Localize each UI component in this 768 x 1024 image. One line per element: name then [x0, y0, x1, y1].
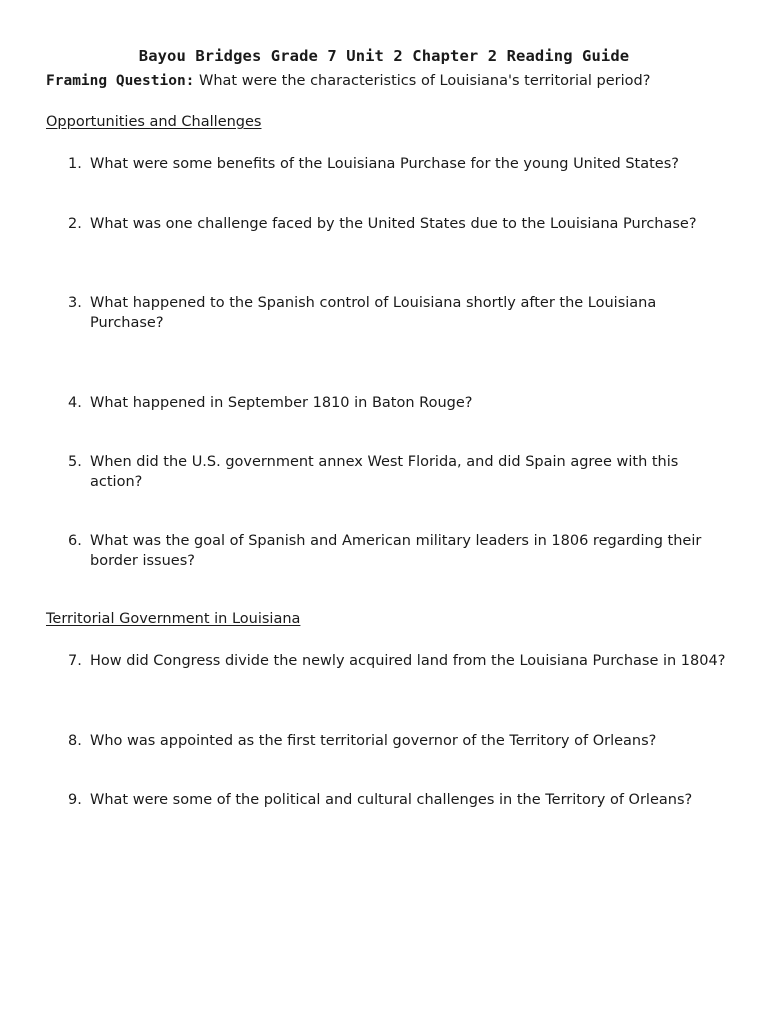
question-number: 7.: [68, 653, 82, 669]
question-item: [68, 393, 728, 413]
question-number: 9.: [68, 792, 82, 808]
question-text: Who was appointed as the first territorial governor of the Territory of Orleans?: [90, 733, 657, 749]
question-number: 5.: [68, 454, 82, 470]
question-item: [68, 154, 728, 174]
question-item: [68, 214, 728, 234]
question-text: When did the U.S. government annex West Florida, and did Spain agree with this action?: [90, 454, 679, 490]
question-number: 2.: [68, 216, 82, 232]
question-text: What was the goal of Spanish and American military leaders in 1806 regarding their border issues?: [90, 533, 702, 569]
question-item: [68, 531, 728, 571]
framing-question: [46, 73, 746, 89]
question-item: [68, 790, 728, 810]
question-number: 1.: [68, 156, 82, 172]
question-number: 4.: [68, 395, 82, 411]
question-text: How did Congress divide the newly acquired land from the Louisiana Purchase in 1804?: [90, 653, 726, 669]
question-number: 8.: [68, 733, 82, 749]
question-text: What was one challenge faced by the United States due to the Louisiana Purchase?: [90, 216, 697, 232]
question-item: [68, 293, 728, 333]
question-text: What were some of the political and cultural challenges in the Territory of Orleans?: [90, 792, 693, 808]
section-heading-opportunities: Opportunities and Challenges: [46, 114, 262, 130]
framing-question-text: What were the characteristics of Louisiana's territorial period?: [194, 73, 651, 89]
question-text: What happened to the Spanish control of Louisiana shortly after the Louisiana Purchase?: [90, 295, 657, 331]
question-item: [68, 731, 728, 751]
page-title: Bayou Bridges Grade 7 Unit 2 Chapter 2 Reading Guide: [138, 47, 630, 65]
framing-question-label: Framing Question:: [46, 73, 195, 89]
question-item: [68, 651, 728, 671]
question-text: What were some benefits of the Louisiana Purchase for the young United States?: [90, 156, 679, 172]
question-number: 3.: [68, 295, 82, 311]
question-number: 6.: [68, 533, 82, 549]
section-heading-territorial-government: Territorial Government in Louisiana: [46, 611, 301, 627]
question-text: What happened in September 1810 in Baton Rouge?: [90, 395, 473, 411]
question-item: [68, 452, 728, 492]
